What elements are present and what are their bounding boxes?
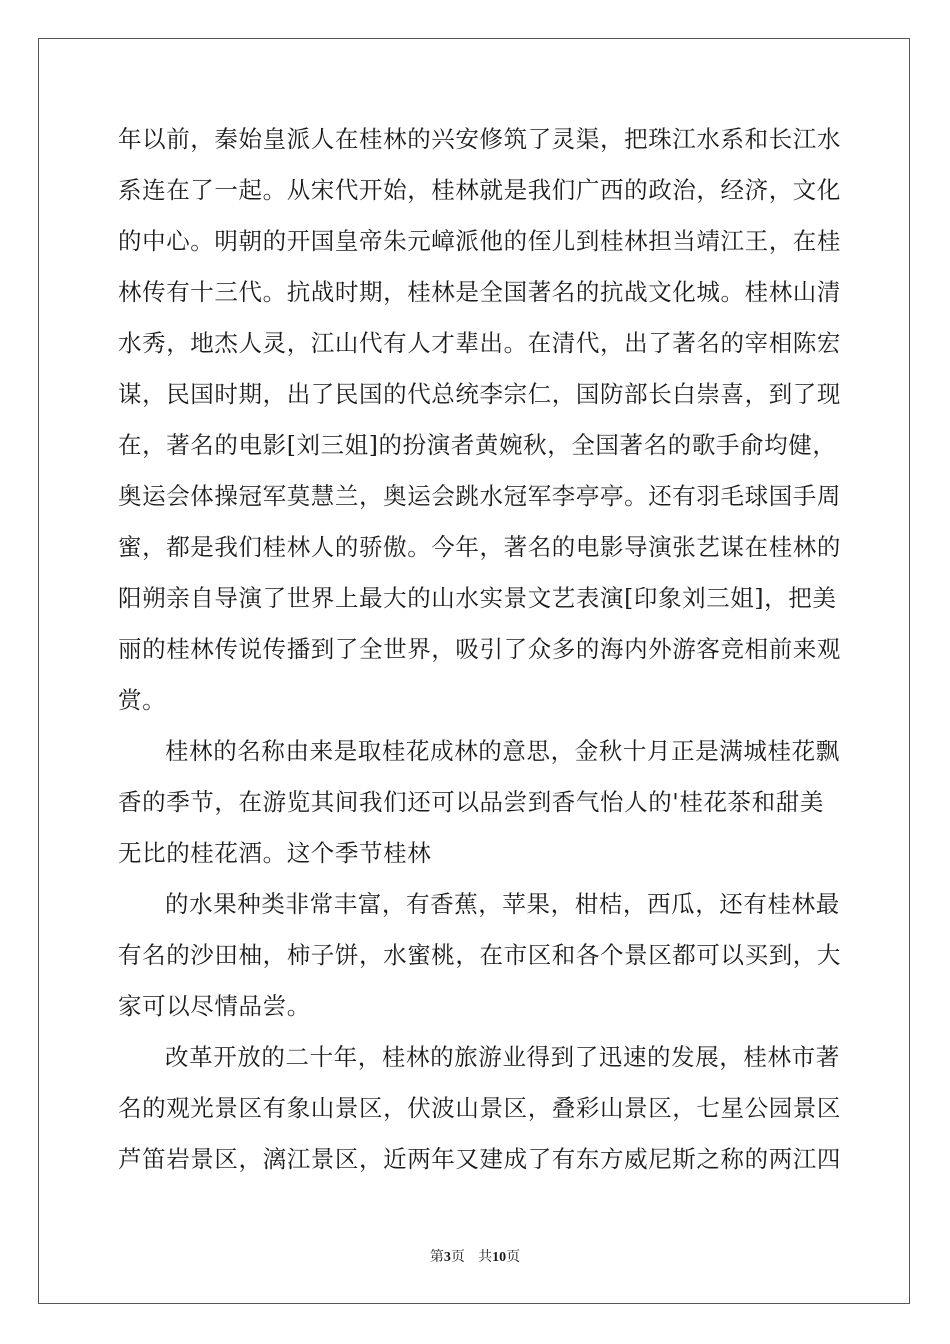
text-line: 丽的桂林传说传播到了全世界，吸引了众多的海内外游客竞相前来观: [118, 635, 841, 663]
total-suffix: 页: [506, 1249, 521, 1265]
text-line: 阳朔亲自导演了世界上最大的山水实景文艺表演[印象刘三姐]，把美: [118, 584, 837, 612]
text-line: 的中心。明朝的开国皇帝朱元嶂派他的侄儿到桂林担当靖江王，在桂: [118, 227, 841, 255]
text-line: 系连在了一起。从宋代开始，桂林就是我们广西的政治，经济，文化: [118, 176, 841, 204]
text-line: 水秀，地杰人灵，江山代有人才辈出。在清代，出了著名的宰相陈宏: [118, 329, 841, 357]
text-line: 奥运会体操冠军莫慧兰，奥运会跳水冠军李亭亭。还有羽毛球国手周: [118, 482, 841, 510]
page-suffix: 页: [450, 1249, 465, 1265]
text-line: 香的季节，在游览其间我们还可以品尝到香气怡人的'桂花茶和甜美: [118, 788, 824, 816]
text-line: 林传有十三代。抗战时期，桂林是全国著名的抗战文化城。桂林山清: [118, 278, 841, 306]
text-line: 年以前，秦始皇派人在桂林的兴安修筑了灵渠，把珠江水系和长江水: [118, 125, 841, 153]
text-line: 蜜，都是我们桂林人的骄傲。今年，著名的电影导演张艺谋在桂林的: [118, 533, 841, 561]
total-pages: 10: [492, 1250, 507, 1265]
page-prefix: 第: [429, 1249, 444, 1265]
total-prefix: 共: [478, 1249, 493, 1265]
text-line: 无比的桂花酒。这个季节桂林: [118, 839, 432, 867]
text-line: 芦笛岩景区，漓江景区，近两年又建成了有东方威尼斯之称的两江四: [118, 1145, 841, 1173]
text-line: 谋，民国时期，出了民国的代总统李宗仁，国防部长白崇喜，到了现: [118, 380, 841, 408]
text-line: 赏。: [118, 686, 167, 714]
page-number: 3: [443, 1250, 451, 1265]
text-line: 有名的沙田柚，柿子饼，水蜜桃，在市区和各个景区都可以买到，大: [118, 941, 841, 969]
paragraph-first-line: 改革开放的二十年，桂林的旅游业得到了迅速的发展，桂林市著: [165, 1043, 840, 1071]
paragraph-first-line: 的水果种类非常丰富，有香蕉，苹果，柑桔，西瓜，还有桂林最: [165, 890, 840, 918]
paragraph-first-line: 桂林的名称由来是取桂花成林的意思，金秋十月正是满城桂花飘: [165, 737, 840, 765]
text-line: 在，著名的电影[刘三姐]的扮演者黄婉秋，全国著名的歌手俞均健，: [118, 431, 837, 459]
page-footer: [0, 1248, 950, 1267]
text-line: 家可以尽情品尝。: [118, 992, 311, 1020]
text-line: 名的观光景区有象山景区，伏波山景区，叠彩山景区，七星公园景区: [118, 1094, 841, 1122]
